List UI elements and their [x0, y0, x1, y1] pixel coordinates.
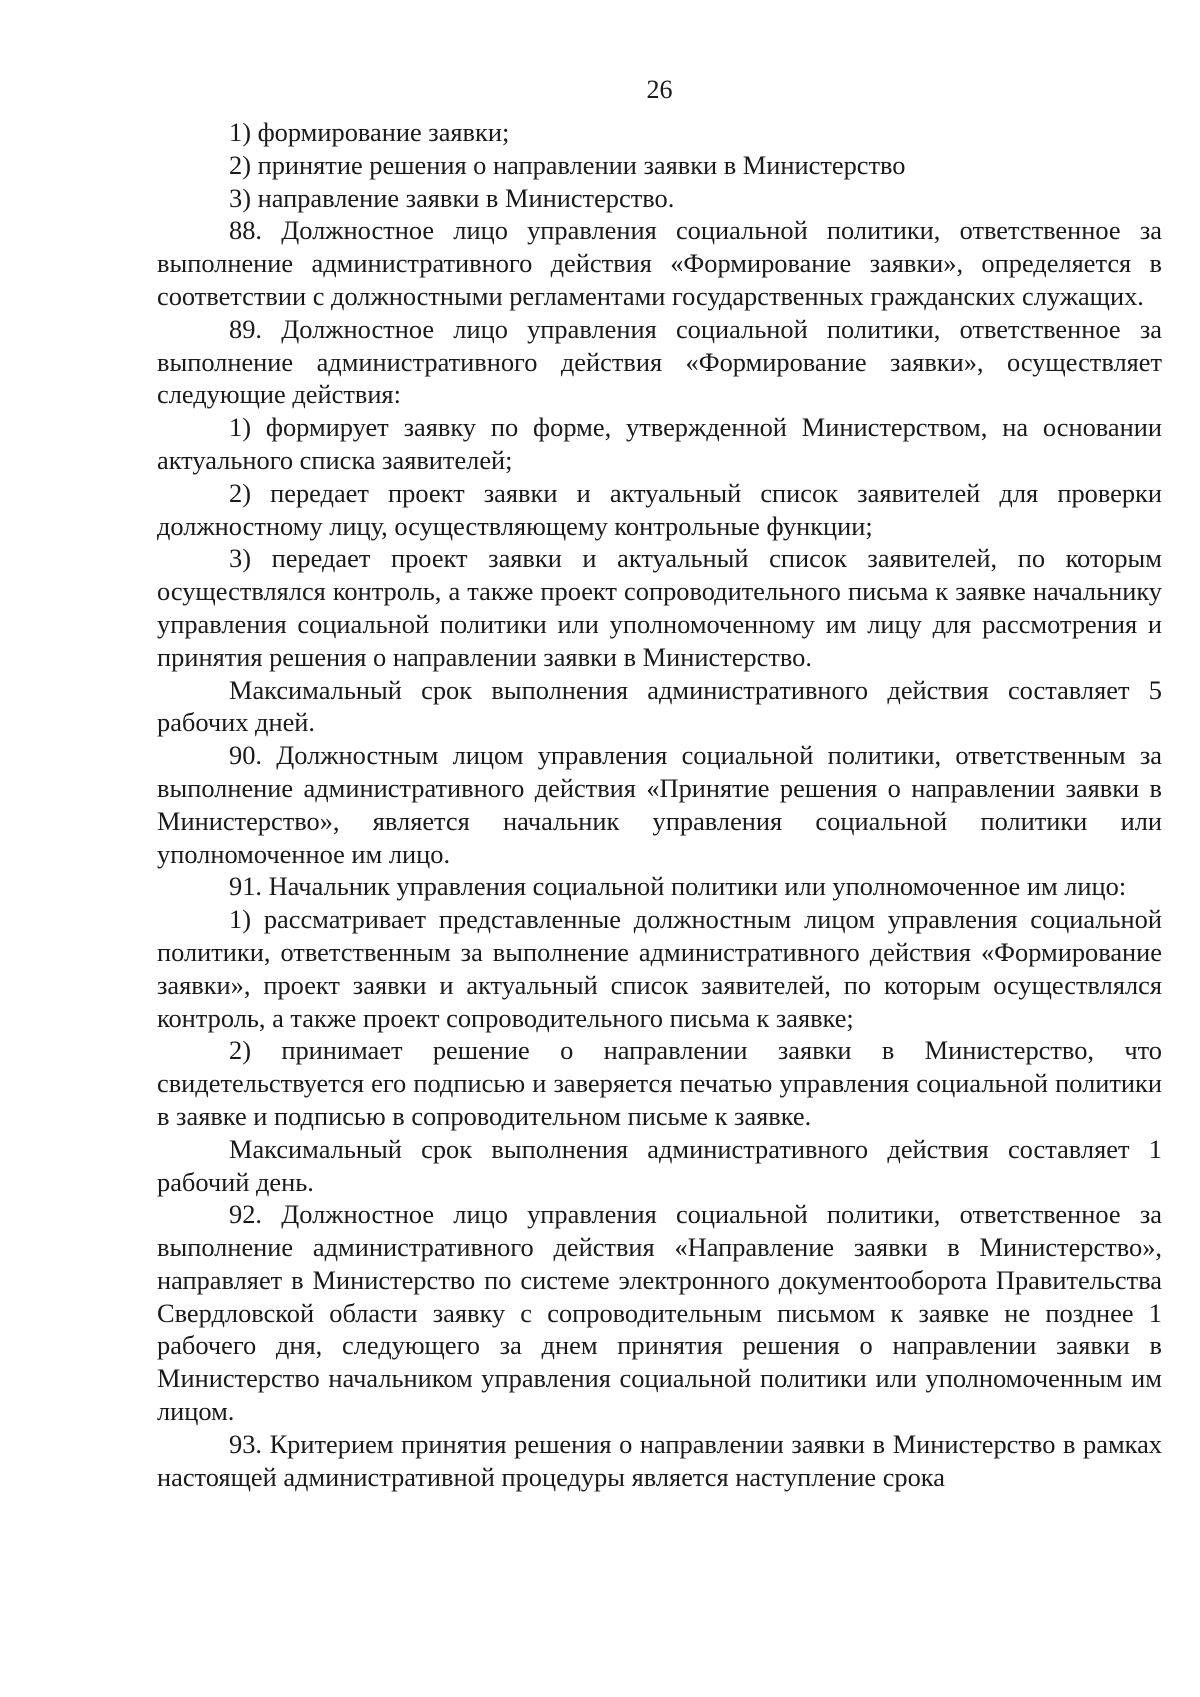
paragraph-max-term-5-days: Максимальный срок выполнения административного действия составляет 5 рабочих дней. [157, 674, 1162, 738]
paragraph-88: 88. Должностное лицо управления социальной политики, ответственное за выполнение административного действия «Формирование заявки», определяется в соответствии с должностными регламентами государственных гражданских служащих. [157, 215, 1162, 311]
paragraph-92: 92. Должностное лицо управления социальной политики, ответственное за выполнение административного действия «Направление заявки в Министерство», направляет в Министерство по системе электронного документооборота Правительства Свердловской области заявку с сопроводительным письмом к заявке не позднее 1 рабочего дня, следующего за днем принятия решения о направлении заявки в Министерство начальником управления социальной политики или уполномоченным им лицом. [157, 1199, 1162, 1427]
paragraph-stage-2: 2) принятие решения о направлении заявки в Министерство [229, 149, 906, 180]
paragraph-91-item-1: 1) рассматривает представленные должностным лицом управления социальной политики, ответственным за выполнение административного действия «Формирование заявки», проект заявки и актуальный список заявителей, по которым осуществлялся контроль, а также проект сопроводительного письма к заявке; [157, 904, 1162, 1033]
paragraph-89-item-2: 2) передает проект заявки и актуальный список заявителей для проверки должностному лицу, осуществляющему контрольные функции; [157, 477, 1162, 541]
paragraph-89-item-1: 1) формирует заявку по форме, утвержденной Министерством, на основании актуального списка заявителей; [157, 412, 1162, 475]
paragraph-93: 93. Критерием принятия решения о направлении заявки в Министерство в рамках настоящей административной процедуры является наступление срока [157, 1428, 1162, 1492]
paragraph-stage-3: 3) направление заявки в Министерство. [229, 182, 675, 213]
paragraph-91-item-2: 2) принимает решение о направлении заявки в Министерство, что свидетельствуется его подписью и заверяется печатью управления социальной политики в заявке и подписью в сопроводительном письме к заявке. [157, 1035, 1162, 1131]
paragraph-stage-1: 1) формирование заявки; [229, 117, 510, 147]
paragraph-89: 89. Должностное лицо управления социальной политики, ответственное за выполнение административного действия «Формирование заявки», осуществляет следующие действия: [157, 313, 1162, 410]
document-body [157, 116, 1162, 1493]
paragraph-max-term-1-day: Максимальный срок выполнения административного действия составляет 1 рабочий день. [157, 1133, 1162, 1197]
paragraph-91: 91. Начальник управления социальной политики или уполномоченное им лицо: [229, 871, 1127, 902]
page-number: 26 [646, 75, 673, 104]
paragraph-90: 90. Должностным лицом управления социальной политики, ответственным за выполнение административного действия «Принятие решения о направлении заявки в Министерство», является начальник управления социальной политики или уполномоченное им лицо. [157, 740, 1162, 869]
paragraph-89-item-3: 3) передает проект заявки и актуальный список заявителей, по которым осуществлялся контроль, а также проект сопроводительного письма к заявке начальнику управления социальной политики или уполномоченному им лицу для рассмотрения и принятия решения о направлении заявки в Министерство. [157, 543, 1162, 672]
